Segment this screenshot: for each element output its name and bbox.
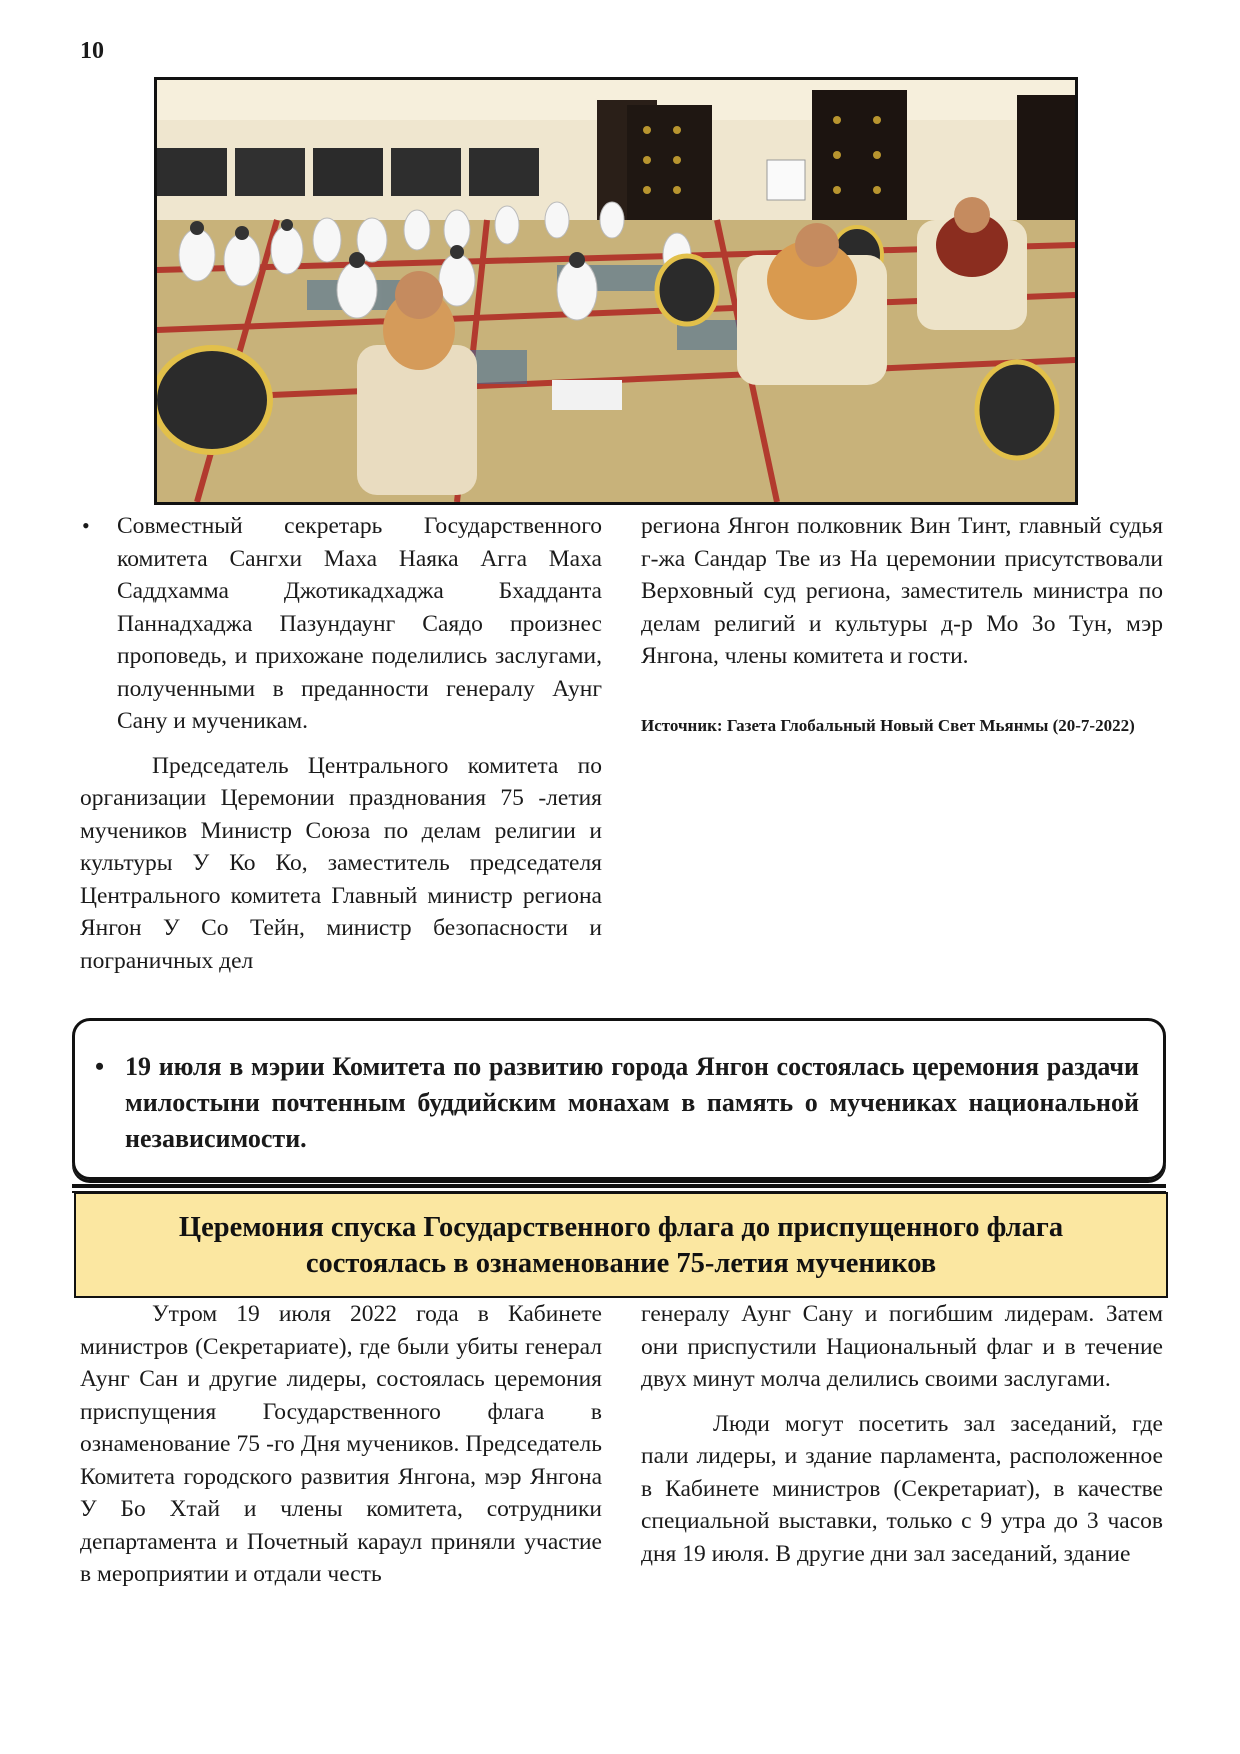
attendees-paragraph-right: региона Янгон полковник Вин Тинт, главный судья г-жа Сандар Тве из На церемонии присутствовали Верховный суд региона, заместитель министра по делам религий и культуры д-р Мо Зо Тун, мэр Янгона, члены комитета и гости.: [641, 513, 1163, 669]
exhibition-paragraph: Люди могут посетить зал заседаний, где пали лидеры, и здание парламента, расположенное в Кабинете министров (Секретариат), в качестве специальной выставки, только с 9 утра до 3 часов дня 19 июля. В другие дни зал заседаний, здание: [641, 1410, 1163, 1567]
article1-right-column: [641, 510, 1163, 737]
alms-highlight-text: 19 июля в мэрии Комитета по развитию города Янгон состоялась церемония раздачи милостыни почтенным буддийским монахам в память о мучениках национальной независимости.: [125, 1052, 1139, 1153]
ceremony-photo: [154, 77, 1078, 505]
flag-ceremony-paragraph-right-1: генералу Аунг Сану и погибшим лидерам. Затем они приспустили Национальный флаг и в течение двух минут молча делились своими заслугами.: [641, 1301, 1163, 1392]
attendees-paragraph-left: Председатель Центрального комитета по организации Церемонии празднования 75 -летия мучеников Министр Союза по делам религии и культуры У Ко Ко, заместитель председателя Центрального комитета Главный министр региона Янгон У Со Тейн, министр безопасности и пограничных дел: [80, 752, 602, 974]
flag-ceremony-headline: [74, 1192, 1168, 1298]
sermon-bullet-paragraph: [80, 510, 602, 738]
sermon-bullet-text: Совместный секретарь Государственного комитета Сангхи Маха Наяка Агга Маха Саддхамма Джотикадхаджа Бхадданта Паннадхаджа Пазундаунг Саядо произнес проповедь, и прихожане поделились заслугами, полученными в преданности генералу Аунг Сану и мученикам.: [117, 513, 602, 734]
alms-highlight-box: [72, 1018, 1166, 1180]
article1-left-column: [80, 510, 602, 977]
bullet-icon: •: [82, 513, 90, 538]
article2-right-column: [641, 1298, 1163, 1570]
headline-line-1: Церемония спуска Государственного флага до приспущенного флага: [178, 1212, 1064, 1243]
flag-ceremony-paragraph-left: Утром 19 июля 2022 года в Кабинете министров (Секретариате), где были убиты генерал Аунг Сан и другие лидеры, состоялась церемония приспущения Государственного флага в ознаменование 75 -го Дня мучеников. Председатель Комитета городского развития Янгона, мэр Янгона У Бо Хтай и члены комитета, сотрудники департамента и Почетный караул приняли участие в мероприятии и отдали честь: [80, 1301, 602, 1587]
bullet-icon: •: [95, 1052, 105, 1081]
article2-left-column: [80, 1298, 602, 1591]
divider-thick: [72, 1184, 1166, 1188]
ceremony-photo-illustration: [157, 80, 1075, 502]
page-number: 10: [80, 38, 104, 64]
headline-line-2: состоялась в ознаменование 75-летия мучеников: [305, 1248, 937, 1279]
source-note: Источник: Газета Глобальный Новый Свет Мьянмы (20-7-2022): [641, 715, 1135, 735]
